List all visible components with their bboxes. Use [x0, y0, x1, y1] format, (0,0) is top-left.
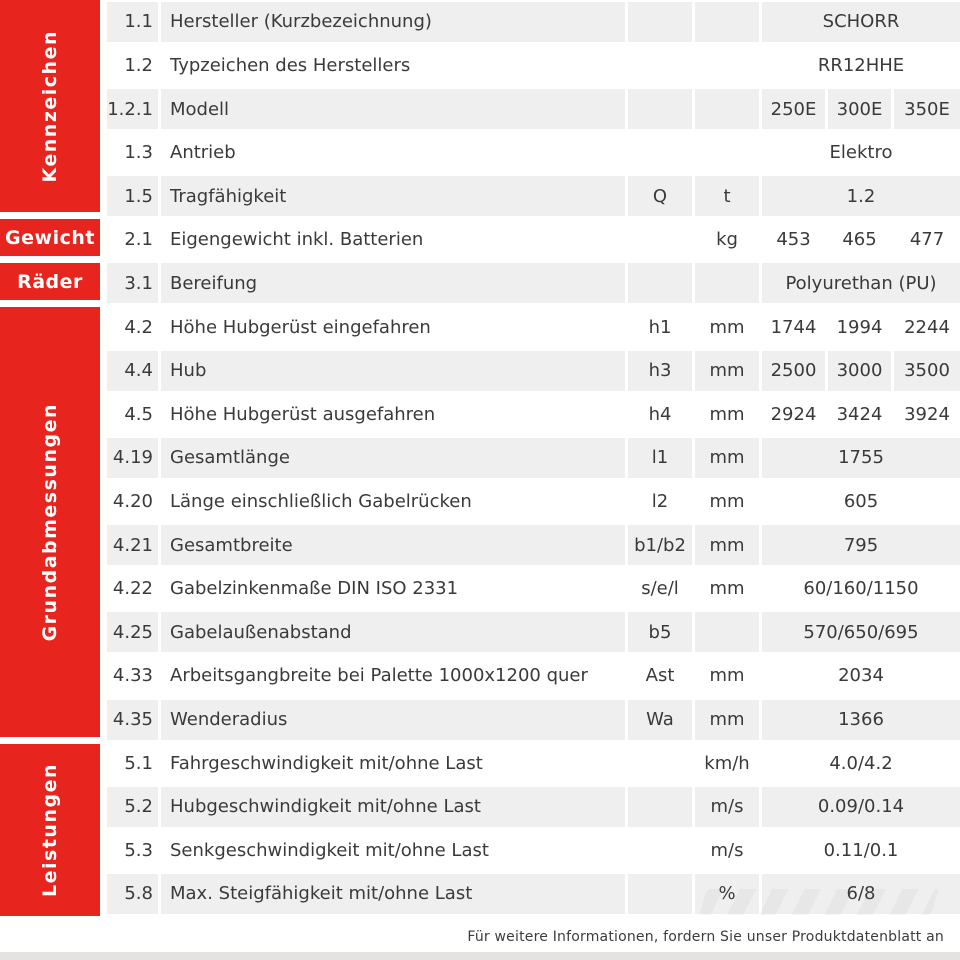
row-value: 4.0/4.2 — [762, 743, 960, 783]
table-row — [107, 87, 960, 131]
table-row — [107, 131, 960, 175]
row-unit: mm — [695, 394, 759, 434]
row-description: Gabelaußenabstand — [161, 612, 625, 652]
row-code: 1.2.1 — [107, 89, 158, 129]
row-symbol: s/e/l — [628, 569, 692, 609]
row-value: Elektro — [762, 133, 960, 173]
row-symbol — [628, 743, 692, 783]
row-code: 5.1 — [107, 743, 158, 783]
row-symbol: Ast — [628, 656, 692, 696]
row-symbol — [628, 787, 692, 827]
row-unit: % — [695, 874, 759, 914]
row-description: Wenderadius — [161, 700, 625, 740]
category-raeder — [0, 263, 100, 300]
category-grundabmessungen — [0, 307, 100, 737]
row-symbol — [628, 874, 692, 914]
row-description: Hubgeschwindigkeit mit/ohne Last — [161, 787, 625, 827]
row-description: Bereifung — [161, 263, 625, 303]
bottom-strip — [0, 952, 960, 960]
row-code: 5.2 — [107, 787, 158, 827]
category-label: Gewicht — [5, 226, 95, 249]
row-description: Gabelzinkenmaße DIN ISO 2331 — [161, 569, 625, 609]
row-value: 60/160/1150 — [762, 569, 960, 609]
row-description: Tragfähigkeit — [161, 176, 625, 216]
row-code: 4.20 — [107, 482, 158, 522]
row-value-350e: 350E — [894, 89, 960, 129]
table-row — [107, 0, 960, 44]
table-row — [107, 829, 960, 873]
row-value: 605 — [762, 482, 960, 522]
footer-note: Für weitere Informationen, fordern Sie unser Produktdatenblatt an — [467, 929, 944, 945]
row-unit: mm — [695, 525, 759, 565]
category-sidebar — [0, 0, 100, 916]
row-unit: kg — [695, 220, 759, 260]
row-description: Senkgeschwindigkeit mit/ohne Last — [161, 830, 625, 870]
row-code: 1.5 — [107, 176, 158, 216]
row-value: 570/650/695 — [762, 612, 960, 652]
row-description: Modell — [161, 89, 625, 129]
row-code: 4.4 — [107, 351, 158, 391]
row-value: SCHORR — [762, 2, 960, 42]
category-label: Grundabmessungen — [39, 402, 61, 642]
row-code: 2.1 — [107, 220, 158, 260]
row-value-300e: 300E — [828, 89, 891, 129]
table-row — [107, 480, 960, 524]
row-symbol — [628, 45, 692, 85]
row-description: Hersteller (Kurzbezeichnung) — [161, 2, 625, 42]
row-code: 4.5 — [107, 394, 158, 434]
row-unit: mm — [695, 351, 759, 391]
row-value-300e: 465 — [828, 220, 891, 260]
row-value: 0.11/0.1 — [762, 830, 960, 870]
row-code: 4.21 — [107, 525, 158, 565]
row-symbol — [628, 830, 692, 870]
row-description: Gesamtlänge — [161, 438, 625, 478]
row-code: 1.3 — [107, 133, 158, 173]
row-value: 795 — [762, 525, 960, 565]
row-unit: m/s — [695, 787, 759, 827]
table-row — [107, 523, 960, 567]
footer — [0, 916, 960, 945]
row-code: 3.1 — [107, 263, 158, 303]
row-value: 1.2 — [762, 176, 960, 216]
row-description: Fahrgeschwindigkeit mit/ohne Last — [161, 743, 625, 783]
row-unit — [695, 45, 759, 85]
row-code: 1.1 — [107, 2, 158, 42]
table-row — [107, 872, 960, 916]
table-row — [107, 44, 960, 88]
row-symbol — [628, 220, 692, 260]
row-value: 2034 — [762, 656, 960, 696]
table-row — [107, 654, 960, 698]
table-row — [107, 567, 960, 611]
row-symbol — [628, 89, 692, 129]
row-symbol: b5 — [628, 612, 692, 652]
row-unit: mm — [695, 700, 759, 740]
row-unit — [695, 89, 759, 129]
row-symbol: h4 — [628, 394, 692, 434]
row-unit: m/s — [695, 830, 759, 870]
table-row — [107, 698, 960, 742]
row-description: Max. Steigfähigkeit mit/ohne Last — [161, 874, 625, 914]
row-value-250e: 453 — [762, 220, 825, 260]
row-unit: mm — [695, 656, 759, 696]
row-symbol: h1 — [628, 307, 692, 347]
row-symbol: Q — [628, 176, 692, 216]
row-code: 4.19 — [107, 438, 158, 478]
table-row — [107, 218, 960, 262]
row-value-250e: 2924 — [762, 394, 825, 434]
row-description: Arbeitsgangbreite bei Palette 1000x1200 quer — [161, 656, 625, 696]
row-unit — [695, 2, 759, 42]
row-unit — [695, 133, 759, 173]
row-description: Höhe Hubgerüst eingefahren — [161, 307, 625, 347]
table-row — [107, 174, 960, 218]
table-row — [107, 785, 960, 829]
row-unit: mm — [695, 307, 759, 347]
row-value: 1755 — [762, 438, 960, 478]
row-value: Polyurethan (PU) — [762, 263, 960, 303]
row-description: Hub — [161, 351, 625, 391]
row-symbol: l1 — [628, 438, 692, 478]
row-unit: mm — [695, 569, 759, 609]
row-value: 1366 — [762, 700, 960, 740]
row-code: 5.3 — [107, 830, 158, 870]
table-row — [107, 611, 960, 655]
row-value-350e: 3500 — [894, 351, 960, 391]
row-value-250e: 2500 — [762, 351, 825, 391]
row-symbol: Wa — [628, 700, 692, 740]
row-value-350e: 3924 — [894, 394, 960, 434]
category-kennzeichen — [0, 0, 100, 212]
row-unit: mm — [695, 438, 759, 478]
category-label: Räder — [17, 270, 83, 293]
row-unit: t — [695, 176, 759, 216]
row-value: 0.09/0.14 — [762, 787, 960, 827]
category-gewicht — [0, 219, 100, 256]
row-unit: mm — [695, 482, 759, 522]
row-description: Eigengewicht inkl. Batterien — [161, 220, 625, 260]
row-symbol — [628, 2, 692, 42]
table-row — [107, 436, 960, 480]
table-row — [107, 392, 960, 436]
row-value-350e: 2244 — [894, 307, 960, 347]
row-description: Typzeichen des Herstellers — [161, 45, 625, 85]
row-value: 6/8 — [762, 874, 960, 914]
table-row — [107, 262, 960, 306]
row-code: 5.8 — [107, 874, 158, 914]
row-value-300e: 3424 — [828, 394, 891, 434]
row-code: 4.2 — [107, 307, 158, 347]
row-symbol: h3 — [628, 351, 692, 391]
row-code: 4.22 — [107, 569, 158, 609]
table-row — [107, 349, 960, 393]
row-code: 1.2 — [107, 45, 158, 85]
row-unit: km/h — [695, 743, 759, 783]
row-symbol — [628, 263, 692, 303]
row-code: 4.25 — [107, 612, 158, 652]
row-value-250e: 1744 — [762, 307, 825, 347]
table-row — [107, 741, 960, 785]
category-label: Leistungen — [39, 763, 61, 897]
category-leistungen — [0, 744, 100, 916]
row-value: RR12HHE — [762, 45, 960, 85]
row-description: Länge einschließlich Gabelrücken — [161, 482, 625, 522]
row-unit — [695, 263, 759, 303]
category-label: Kennzeichen — [39, 29, 61, 183]
row-symbol — [628, 133, 692, 173]
row-code: 4.33 — [107, 656, 158, 696]
row-value-300e: 1994 — [828, 307, 891, 347]
row-description: Antrieb — [161, 133, 625, 173]
spec-table — [107, 0, 960, 916]
row-unit — [695, 612, 759, 652]
row-description: Höhe Hubgerüst ausgefahren — [161, 394, 625, 434]
row-code: 4.35 — [107, 700, 158, 740]
row-value-300e: 3000 — [828, 351, 891, 391]
row-value-350e: 477 — [894, 220, 960, 260]
row-symbol: b1/b2 — [628, 525, 692, 565]
row-value-250e: 250E — [762, 89, 825, 129]
row-symbol: l2 — [628, 482, 692, 522]
row-description: Gesamtbreite — [161, 525, 625, 565]
table-row — [107, 305, 960, 349]
